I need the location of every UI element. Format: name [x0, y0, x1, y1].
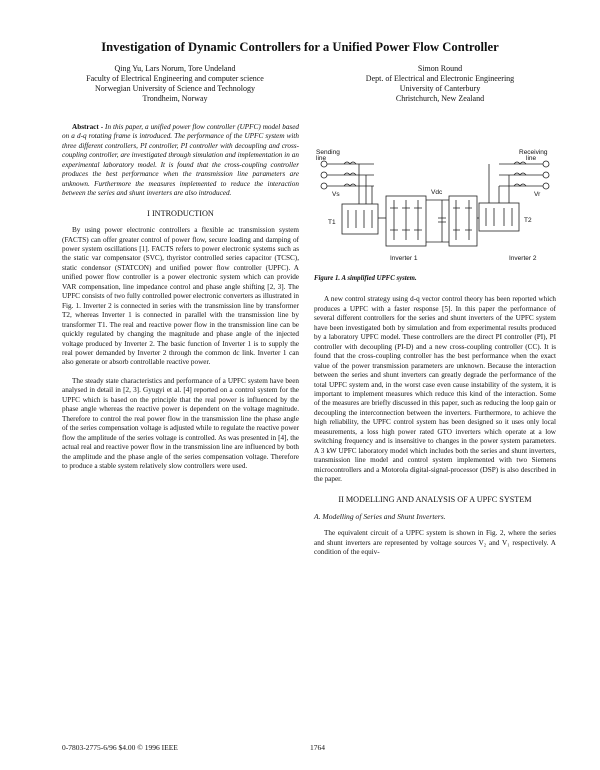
label-receiving-line: line [526, 155, 537, 162]
subsection-heading-a: A. Modelling of Series and Shunt Inverters. [314, 511, 446, 521]
affiliation-left-3: Trondheim, Norway [142, 94, 208, 103]
subsection-a-paragraph: The equivalent circuit of a UPFC system is shown in Fig. 2, where the series and shunt inverters are represented by voltage sources V₂ and V₁ respectively. A condition of the equiv- [314, 529, 556, 557]
footer-page-number: 1764 [310, 743, 325, 752]
sending-source-b [321, 172, 327, 178]
intro-paragraph-2: The steady state characteristics and performance of a UPFC system have been analysed in detail in [2, 3]. Gyugyi et al. [4] reported on a control system for the UPFC which is based on the principle that the real power is influenced by the phase angle whereas the reactive power is dependent on the voltage magnitude. Therefore to control the real power flow in the transmission line the phase angle of the series compensation voltage is adjusted while to regulate the reactive power flow the amplitude of the series voltage is controlled. As was presented in [4], the actual real and reactive power flow in the transmission line are influenced by both the amplitude and the phase angle of the series compensation voltage. Therefore to produce a stable system relatively slow controllers were used. [62, 376, 299, 470]
inverter-2-switches [453, 200, 472, 240]
affiliation-right-1: Dept. of Electrical and Electronic Engineering [365, 74, 515, 83]
author-names-left: Qing Yu, Lars Norum, Tore Undeland [114, 64, 236, 73]
abstract-text: In this paper, a unified power flow controller (UPFC) model based on a d-q rotating frame is introduced. The performance of the UPFC system with three different controllers, PI controller, PI controller with decoupling and cross-coupling controller, are investigated through simulation and implementation in an experimental laboratory model. It is found that the cross-coupling controller produces the best performance when the transmission line parameters are unknown. Furthermore the measures implemented to reduce the interaction between the series and shunt inverters are also introduced. [62, 123, 299, 198]
label-receiving: Receiving [519, 149, 548, 156]
affiliation-left-2: Norwegian University of Science and Technology [95, 84, 255, 93]
label-sending-line: line [316, 155, 327, 162]
transformer-t1 [342, 204, 378, 234]
label-sending: Sending [316, 149, 340, 156]
t1-windings [348, 210, 372, 228]
inverter-2-bridge [449, 196, 477, 246]
receiving-source-a [543, 161, 549, 167]
figure-caption: Figure 1. A simplified UPFC system. [314, 275, 417, 282]
affiliation-left-1: Faculty of Electrical Engineering and computer science [86, 74, 264, 83]
right-column [314, 148, 556, 558]
line-inductors-right [514, 162, 526, 186]
line-inductors-left [344, 162, 356, 186]
label-inverter-2: Inverter 2 [509, 255, 537, 262]
dc-link [426, 200, 449, 242]
section-heading-introduction: I INTRODUCTION [147, 208, 214, 218]
label-t1: T1 [328, 219, 336, 226]
intro-paragraph-1: By using power electronic controllers a flexible ac transmission system (FACTS) can offer greater control of power flow, secure loading and damping of power system oscillations [1]. FACTS refers to power electronic systems such as the static var compensator (SVC), thyristor controlled series capacitor (TCSC), static condensor (STATCON) and unified power flow controller (UPFC). A unified power flow controller is a power electronic system which can provide VAR compensation, line impedance control and phase angle shifting [2, 3]. The UPFC consists of two fully controlled power electronic converters as illustrated in Fig. 1. Inverter 2 is connected in series with the transmission line by transformer T2, whereas Inverter 1 is connected in parallel with the transmission line by transformer T1. The real and reactive power flow in the transmission line can be quickly regulated by changing the magnitude and phase angle of the injected voltage produced by Inverter 2. The basic function of Inverter 1 is to supply the real power demanded by Inverter 2 through the common dc link. Inverter 1 can also generate or absorb controllable reactive power. [62, 226, 299, 367]
t2-windings [486, 208, 512, 226]
receiving-source-c [543, 183, 549, 189]
authors-left [60, 64, 290, 104]
authors-right [330, 64, 550, 104]
left-column [62, 123, 299, 471]
t2-connections [489, 164, 509, 203]
t1-connections [359, 164, 372, 204]
affiliation-right-3: Christchurch, New Zealand [395, 94, 485, 103]
inverter-1-switches [390, 200, 422, 240]
author-names-right: Simon Round [417, 64, 463, 73]
upfc-figure [314, 148, 556, 272]
affiliation-right-2: University of Canterbury [399, 84, 481, 93]
label-vdc: Vdc [431, 189, 443, 196]
right-paragraph-1: A new control strategy using d-q vector control theory has been reported which produces a UPFC with a faster response [5]. In this paper the performance of several different controllers for the series and shunt inverters of the UPFC system have been investigated both by simulation and from experimental results produced by a laboratory UPFC model. These controllers are the direct PI controller (PI), PI controller with decoupling (PI-D) and a new cross-coupling controller (CC). It is found that the cross-coupling controller has the best performance when the exact value of the power transmission parameters are unknown. Because the interaction between the series and shunt inverters can greatly degrade the performance of the total UPFC system and, in the worst case even cause instability of the system, it is important to implement measures which reduce this kind of the interaction. Some of the measures are briefly discussed in this paper, such as reducing the loop gain or decoupling the interconnection between the inverters. Furthermore, to achieve the high reliability, the UPFC control system has been designed so it uses only local measurements, a loss high power rated GTO inverters which operate at a low switching frequency and is insensitive to changes in the power system parameters. A 3 kW UPFC laboratory model which includes both the series and shunt inverters, transmission line model and control system implemented with two Siemens microcontrollers and a Motorola digital-signal-processor (DSP) is also described in the paper. [314, 295, 556, 484]
label-t2: T2 [524, 217, 532, 224]
label-vs: Vs [332, 191, 340, 198]
abstract-label: Abstract - [72, 123, 104, 131]
section-heading-modelling: II MODELLING AND ANALYSIS OF A UPFC SYSTEM [338, 494, 532, 504]
transformer-t2 [479, 203, 519, 231]
sending-source-c [321, 183, 327, 189]
footer-copyright: 0-7803-2775-6/96 $4.00 © 1996 IEEE [62, 743, 178, 752]
label-inverter-1: Inverter 1 [390, 255, 418, 262]
paper-title: Investigation of Dynamic Controllers for a Unified Power Flow Controller [101, 40, 499, 54]
abstract [62, 123, 299, 199]
label-vr: Vr [534, 191, 541, 198]
receiving-source-b [543, 172, 549, 178]
